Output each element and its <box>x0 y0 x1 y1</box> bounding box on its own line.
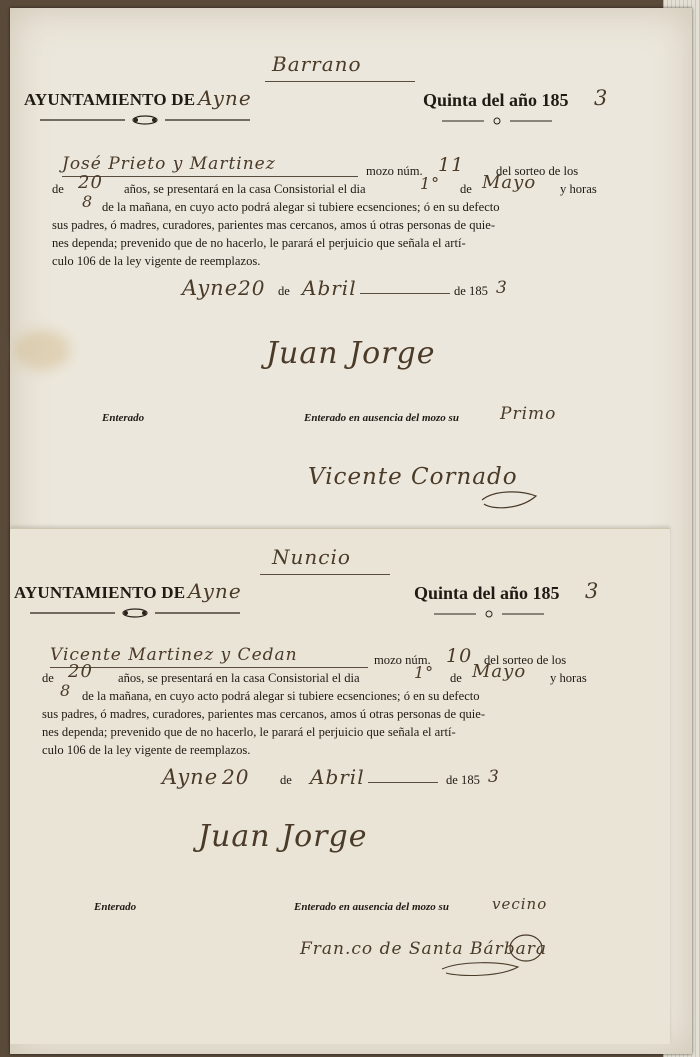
person-name: José Prieto y Martinez <box>62 154 276 174</box>
name-underline <box>62 176 358 177</box>
annotation-underline <box>260 574 390 575</box>
ayuntamiento-label: AYUNTAMIENTO DE <box>14 583 186 602</box>
summons-form-2 <box>10 528 670 1044</box>
date-month: Abril <box>310 765 365 789</box>
de-label-3: de <box>280 773 292 787</box>
body-line-5: nes dependa; prevenido que de no hacerlo, le parará el perjuicio que señala el artí- <box>42 725 456 739</box>
place-name: Ayne <box>162 765 219 789</box>
de-label: de <box>52 182 64 196</box>
witness-signature: Fran.co de Santa Bárbara <box>300 939 548 959</box>
ayuntamiento-name: Ayne <box>188 579 242 603</box>
anos-text: años, se presentará en la casa Consistorial el dia <box>118 671 360 685</box>
day-value: 1° <box>420 174 441 193</box>
ayuntamiento-label: AYUNTAMIENTO DE <box>24 90 196 109</box>
quinta-ornament <box>434 609 544 619</box>
age-value: 20 <box>68 661 93 682</box>
relation-value: Primo <box>500 404 557 424</box>
de-anio: de 185 <box>454 284 488 298</box>
body-line-5: nes dependa; prevenido que de no hacerlo, le parará el perjuicio que señala el artí- <box>52 236 466 250</box>
quinta-label: Quinta del año 185 <box>414 583 560 603</box>
document-sheet <box>10 8 692 1054</box>
body-line-4: sus padres, ó madres, curadores, parientes mas cercanos, amos ú otras personas de quie- <box>52 218 496 232</box>
relation-value: vecino <box>492 895 548 913</box>
place-name: Ayne <box>182 276 239 300</box>
date-day: 20 <box>238 276 266 300</box>
month-value: Mayo <box>482 172 537 193</box>
de-anio: de 185 <box>446 773 480 787</box>
anos-text: años, se presentará en la casa Consistorial el dia <box>124 182 366 196</box>
signature-flourish <box>440 959 520 979</box>
body-line-4: sus padres, ó madres, curadores, parientes mas cercanos, amos ú otras personas de quie- <box>42 707 486 721</box>
year-digit: 3 <box>496 278 508 298</box>
y-horas: y horas <box>560 182 597 196</box>
enterado-label: Enterado <box>102 412 145 424</box>
de-label: de <box>42 671 54 685</box>
ornament-rule <box>40 114 250 126</box>
official-signature: Juan Jorge <box>266 336 436 371</box>
quinta-year-digit: 3 <box>585 579 600 603</box>
hour-value: 8 <box>82 192 94 211</box>
mozo-number: 11 <box>438 154 465 176</box>
ornament-rule <box>30 607 240 619</box>
age-value: 20 <box>78 172 103 193</box>
ayuntamiento-name: Ayne <box>198 86 252 110</box>
witness-signature: Vicente Cornado <box>308 464 518 490</box>
y-horas: y horas <box>550 671 587 685</box>
summons-form-1 <box>10 8 670 523</box>
person-name: Vicente Martinez y Cedan <box>50 645 298 665</box>
quinta-year-digit: 3 <box>594 86 609 110</box>
hour-value: 8 <box>60 681 72 700</box>
official-signature: Juan Jorge <box>198 819 368 854</box>
date-month: Abril <box>302 276 357 300</box>
top-annotation: Barrano <box>272 52 362 76</box>
body-line-6: culo 106 de la ley vigente de reemplazos. <box>42 743 251 757</box>
sorteo-label: del sorteo de los <box>484 653 567 667</box>
mozo-number: 10 <box>446 645 473 667</box>
enterado-label: Enterado <box>94 901 137 913</box>
quinta-ornament <box>442 116 552 126</box>
ausencia-label: Enterado en ausencia del mozo su <box>304 412 459 424</box>
sorteo-label: del sorteo de los <box>496 164 579 178</box>
de-label-2: de <box>450 671 462 685</box>
year-digit: 3 <box>488 767 500 787</box>
body-line-3: de la mañana, en cuyo acto podrá alegar si tubiere ecsenciones; ó en su defecto <box>102 200 500 214</box>
annotation-underline <box>265 81 415 82</box>
mozo-label: mozo núm. <box>366 164 423 178</box>
de-label-3: de <box>278 284 290 298</box>
signature-flourish <box>480 488 540 512</box>
body-line-6: culo 106 de la ley vigente de reemplazos. <box>52 254 261 268</box>
body-line-3: de la mañana, en cuyo acto podrá alegar si tubiere ecsenciones; ó en su defecto <box>82 689 480 703</box>
date-underline <box>360 293 450 294</box>
day-value: 1° <box>414 663 435 682</box>
date-day: 20 <box>222 765 250 789</box>
date-underline <box>368 782 438 783</box>
month-value: Mayo <box>472 661 527 682</box>
quinta-label: Quinta del año 185 <box>423 90 569 110</box>
top-annotation: Nuncio <box>272 545 351 569</box>
ausencia-label: Enterado en ausencia del mozo su <box>294 901 449 913</box>
name-underline <box>50 667 368 668</box>
mozo-label: mozo núm. <box>374 653 431 667</box>
de-label-2: de <box>460 182 472 196</box>
